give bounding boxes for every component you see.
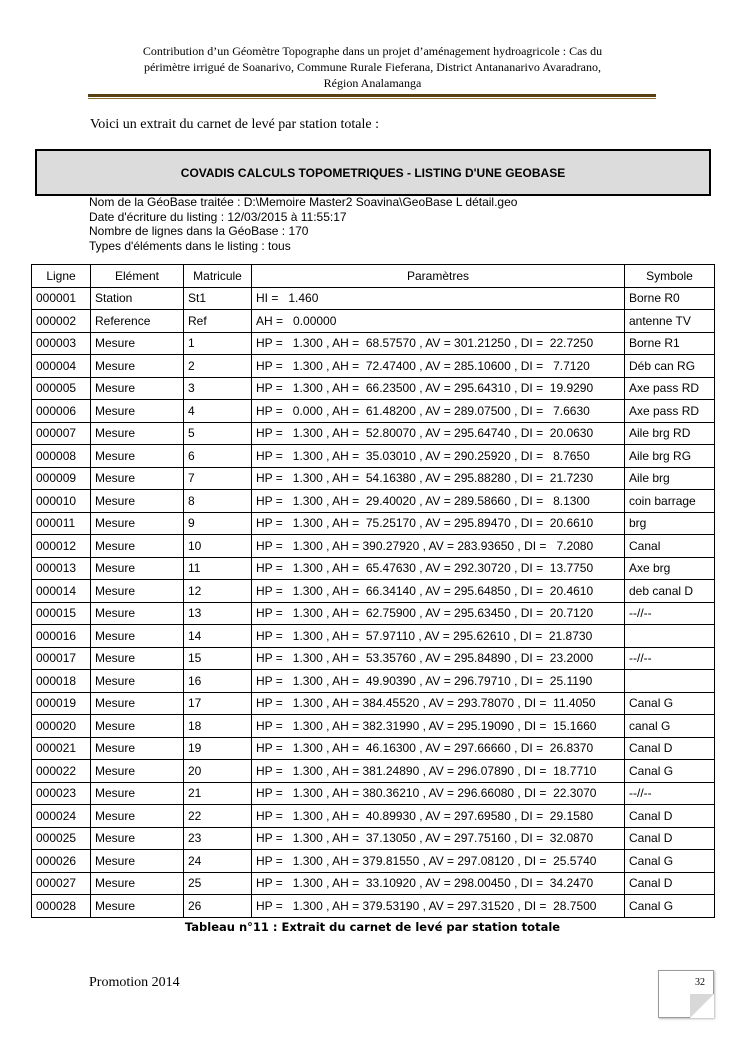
- cell-parametres: HP = 1.300 , AH = 57.97110 , AV = 295.62610 , DI = 21.8730: [252, 625, 625, 648]
- cell-parametres: HP = 1.300 , AH = 53.35760 , AV = 295.84890 , DI = 23.2000: [252, 647, 625, 670]
- cell-element: Mesure: [91, 670, 184, 693]
- cell-element: Mesure: [91, 827, 184, 850]
- table-row: [32, 355, 715, 378]
- cell-parametres: HP = 1.300 , AH = 66.23500 , AV = 295.64310 , DI = 19.9290: [252, 377, 625, 400]
- cell-matricule: 21: [184, 782, 252, 805]
- cell-symbole: Canal D: [625, 827, 715, 850]
- cell-parametres: HP = 1.300 , AH = 381.24890 , AV = 296.07890 , DI = 18.7710: [252, 760, 625, 783]
- table-row: [32, 512, 715, 535]
- col-header-matricule: Matricule: [184, 265, 252, 288]
- col-header-symbole: Symbole: [625, 265, 715, 288]
- cell-symbole: canal G: [625, 715, 715, 738]
- listing-meta: [89, 195, 517, 253]
- meta-date: Date d'écriture du listing : 12/03/2015 à 11:55:17: [89, 209, 347, 224]
- cell-matricule: 14: [184, 625, 252, 648]
- cell-matricule: 3: [184, 377, 252, 400]
- cell-ligne: 000008: [32, 445, 91, 468]
- cell-element: Mesure: [91, 692, 184, 715]
- cell-parametres: HP = 1.300 , AH = 37.13050 , AV = 297.75160 , DI = 32.0870: [252, 827, 625, 850]
- table-row: [32, 580, 715, 603]
- cell-symbole: Déb can RG: [625, 355, 715, 378]
- cell-matricule: 9: [184, 512, 252, 535]
- cell-parametres: HP = 1.300 , AH = 62.75900 , AV = 295.63450 , DI = 20.7120: [252, 602, 625, 625]
- cell-symbole: Aile brg RD: [625, 422, 715, 445]
- table-header-row: [32, 265, 715, 288]
- cell-matricule: 18: [184, 715, 252, 738]
- page-header: [80, 43, 665, 91]
- meta-lines: Nombre de lignes dans la GéoBase : 170: [89, 224, 309, 238]
- cell-matricule: 19: [184, 737, 252, 760]
- cell-matricule: 2: [184, 355, 252, 378]
- cell-element: Mesure: [91, 872, 184, 895]
- cell-ligne: 000007: [32, 422, 91, 445]
- cell-ligne: 000011: [32, 512, 91, 535]
- cell-element: Mesure: [91, 400, 184, 423]
- cell-element: Mesure: [91, 580, 184, 603]
- cell-symbole: [625, 670, 715, 693]
- header-line-1: Contribution d’un Géomètre Topographe dans un projet d’aménagement hydroagricole : Cas du: [142, 44, 603, 58]
- cell-symbole: Canal G: [625, 760, 715, 783]
- table-row: [32, 782, 715, 805]
- table-row: [32, 737, 715, 760]
- footer-promotion: Promotion 2014: [89, 975, 180, 990]
- meta-types: Types d'éléments dans le listing : tous: [89, 238, 291, 253]
- cell-parametres: HP = 1.300 , AH = 68.57570 , AV = 301.21250 , DI = 22.7250: [252, 332, 625, 355]
- cell-ligne: 000012: [32, 535, 91, 558]
- listing-banner: COVADIS CALCULS TOPOMETRIQUES - LISTING D'UNE GEOBASE: [35, 149, 711, 196]
- cell-ligne: 000014: [32, 580, 91, 603]
- cell-ligne: 000010: [32, 490, 91, 513]
- cell-element: Mesure: [91, 805, 184, 828]
- cell-parametres: HP = 1.300 , AH = 390.27920 , AV = 283.93650 , DI = 7.2080: [252, 535, 625, 558]
- cell-element: Mesure: [91, 557, 184, 580]
- cell-element: Mesure: [91, 512, 184, 535]
- cell-parametres: HP = 1.300 , AH = 75.25170 , AV = 295.89470 , DI = 20.6610: [252, 512, 625, 535]
- cell-parametres: HP = 1.300 , AH = 33.10920 , AV = 298.00450 , DI = 34.2470: [252, 872, 625, 895]
- cell-symbole: Borne R1: [625, 332, 715, 355]
- cell-ligne: 000018: [32, 670, 91, 693]
- table-row: [32, 557, 715, 580]
- cell-element: Station: [91, 287, 184, 310]
- cell-element: Mesure: [91, 895, 184, 918]
- cell-matricule: Ref: [184, 310, 252, 333]
- cell-ligne: 000024: [32, 805, 91, 828]
- cell-parametres: HP = 1.300 , AH = 29.40020 , AV = 289.58660 , DI = 8.1300: [252, 490, 625, 513]
- cell-parametres: HP = 1.300 , AH = 380.36210 , AV = 296.66080 , DI = 22.3070: [252, 782, 625, 805]
- cell-parametres: HP = 1.300 , AH = 54.16380 , AV = 295.88280 , DI = 21.7230: [252, 467, 625, 490]
- table-row: [32, 310, 715, 333]
- cell-matricule: 4: [184, 400, 252, 423]
- meta-geobase: Nom de la GéoBase traitée : D:\Memoire Master2 Soavina\GeoBase L détail.geo: [89, 195, 518, 209]
- cell-parametres: HP = 1.300 , AH = 72.47400 , AV = 285.10600 , DI = 7.7120: [252, 355, 625, 378]
- cell-symbole: Canal D: [625, 737, 715, 760]
- table-row: [32, 400, 715, 423]
- table-row: [32, 490, 715, 513]
- cell-ligne: 000023: [32, 782, 91, 805]
- cell-symbole: coin barrage: [625, 490, 715, 513]
- geobase-table: [31, 264, 715, 918]
- table-row: [32, 625, 715, 648]
- cell-element: Mesure: [91, 535, 184, 558]
- cell-symbole: Axe pass RD: [625, 400, 715, 423]
- cell-matricule: 25: [184, 872, 252, 895]
- page-curl-icon: [690, 994, 714, 1018]
- cell-symbole: Canal G: [625, 895, 715, 918]
- table-row: [32, 287, 715, 310]
- cell-matricule: 23: [184, 827, 252, 850]
- cell-matricule: 26: [184, 895, 252, 918]
- cell-ligne: 000009: [32, 467, 91, 490]
- col-header-ligne: Ligne: [32, 265, 91, 288]
- cell-parametres: HP = 1.300 , AH = 52.80070 , AV = 295.64740 , DI = 20.0630: [252, 422, 625, 445]
- table-row: [32, 827, 715, 850]
- table-row: [32, 445, 715, 468]
- table-row: [32, 805, 715, 828]
- cell-symbole: Canal G: [625, 850, 715, 873]
- cell-ligne: 000015: [32, 602, 91, 625]
- cell-ligne: 000003: [32, 332, 91, 355]
- cell-symbole: --//--: [625, 602, 715, 625]
- cell-element: Mesure: [91, 467, 184, 490]
- cell-element: Mesure: [91, 602, 184, 625]
- cell-symbole: Canal D: [625, 872, 715, 895]
- table-row: [32, 647, 715, 670]
- cell-parametres: HP = 1.300 , AH = 379.81550 , AV = 297.08120 , DI = 25.5740: [252, 850, 625, 873]
- table-caption: Tableau n°11 : Extrait du carnet de levé par station totale: [184, 920, 561, 934]
- cell-element: Mesure: [91, 490, 184, 513]
- cell-ligne: 000027: [32, 872, 91, 895]
- cell-matricule: 20: [184, 760, 252, 783]
- cell-ligne: 000002: [32, 310, 91, 333]
- cell-symbole: Axe pass RD: [625, 377, 715, 400]
- cell-ligne: 000021: [32, 737, 91, 760]
- table-row: [32, 692, 715, 715]
- cell-parametres: HP = 1.300 , AH = 66.34140 , AV = 295.64850 , DI = 20.4610: [252, 580, 625, 603]
- cell-matricule: 15: [184, 647, 252, 670]
- cell-parametres: HP = 0.000 , AH = 61.48200 , AV = 289.07500 , DI = 7.6630: [252, 400, 625, 423]
- table-row: [32, 872, 715, 895]
- cell-parametres: HP = 1.300 , AH = 46.16300 , AV = 297.66660 , DI = 26.8370: [252, 737, 625, 760]
- cell-parametres: AH = 0.00000: [252, 310, 625, 333]
- table-row: [32, 760, 715, 783]
- cell-symbole: brg: [625, 512, 715, 535]
- cell-symbole: Aile brg RG: [625, 445, 715, 468]
- cell-parametres: HI = 1.460: [252, 287, 625, 310]
- cell-symbole: --//--: [625, 647, 715, 670]
- cell-matricule: St1: [184, 287, 252, 310]
- cell-ligne: 000019: [32, 692, 91, 715]
- cell-symbole: --//--: [625, 782, 715, 805]
- header-rule: [88, 94, 656, 97]
- cell-matricule: 11: [184, 557, 252, 580]
- cell-matricule: 5: [184, 422, 252, 445]
- table-row: [32, 670, 715, 693]
- cell-matricule: 16: [184, 670, 252, 693]
- cell-element: Mesure: [91, 715, 184, 738]
- cell-matricule: 12: [184, 580, 252, 603]
- cell-matricule: 17: [184, 692, 252, 715]
- cell-ligne: 000004: [32, 355, 91, 378]
- cell-matricule: 1: [184, 332, 252, 355]
- cell-element: Mesure: [91, 850, 184, 873]
- col-header-element: Elément: [91, 265, 184, 288]
- cell-symbole: antenne TV: [625, 310, 715, 333]
- header-line-2: périmètre irrigué de Soanarivo, Commune Rurale Fieferana, District Antananarivo Avaradrano,: [144, 60, 601, 74]
- intro-text: Voici un extrait du carnet de levé par station totale :: [90, 117, 379, 132]
- cell-matricule: 22: [184, 805, 252, 828]
- table-row: [32, 467, 715, 490]
- cell-parametres: HP = 1.300 , AH = 384.45520 , AV = 293.78070 , DI = 11.4050: [252, 692, 625, 715]
- cell-parametres: HP = 1.300 , AH = 382.31990 , AV = 295.19090 , DI = 15.1660: [252, 715, 625, 738]
- cell-parametres: HP = 1.300 , AH = 65.47630 , AV = 292.30720 , DI = 13.7750: [252, 557, 625, 580]
- table-row: [32, 422, 715, 445]
- table-row: [32, 535, 715, 558]
- cell-symbole: Borne R0: [625, 287, 715, 310]
- cell-element: Mesure: [91, 647, 184, 670]
- cell-element: Mesure: [91, 760, 184, 783]
- cell-parametres: HP = 1.300 , AH = 49.90390 , AV = 296.79710 , DI = 25.1190: [252, 670, 625, 693]
- table-row: [32, 602, 715, 625]
- page-number: 32: [695, 977, 705, 988]
- col-header-parametres: Paramètres: [252, 265, 625, 288]
- cell-matricule: 8: [184, 490, 252, 513]
- cell-symbole: deb canal D: [625, 580, 715, 603]
- cell-matricule: 10: [184, 535, 252, 558]
- cell-symbole: [625, 625, 715, 648]
- cell-element: Mesure: [91, 782, 184, 805]
- cell-ligne: 000026: [32, 850, 91, 873]
- header-line-3: Région Analamanga: [323, 76, 422, 90]
- table-row: [32, 377, 715, 400]
- cell-ligne: 000028: [32, 895, 91, 918]
- cell-parametres: HP = 1.300 , AH = 35.03010 , AV = 290.25920 , DI = 8.7650: [252, 445, 625, 468]
- header-rule-thin: [88, 98, 656, 99]
- cell-element: Mesure: [91, 625, 184, 648]
- cell-ligne: 000020: [32, 715, 91, 738]
- cell-ligne: 000005: [32, 377, 91, 400]
- cell-parametres: HP = 1.300 , AH = 40.89930 , AV = 297.69580 , DI = 29.1580: [252, 805, 625, 828]
- table-row: [32, 850, 715, 873]
- cell-ligne: 000025: [32, 827, 91, 850]
- cell-ligne: 000013: [32, 557, 91, 580]
- cell-element: Reference: [91, 310, 184, 333]
- cell-element: Mesure: [91, 445, 184, 468]
- page-number-box: [658, 970, 714, 1018]
- cell-ligne: 000017: [32, 647, 91, 670]
- cell-ligne: 000022: [32, 760, 91, 783]
- cell-symbole: Canal D: [625, 805, 715, 828]
- cell-parametres: HP = 1.300 , AH = 379.53190 , AV = 297.31520 , DI = 28.7500: [252, 895, 625, 918]
- cell-ligne: 000016: [32, 625, 91, 648]
- cell-symbole: Aile brg: [625, 467, 715, 490]
- table-row: [32, 895, 715, 918]
- table-row: [32, 715, 715, 738]
- cell-ligne: 000006: [32, 400, 91, 423]
- cell-element: Mesure: [91, 377, 184, 400]
- cell-ligne: 000001: [32, 287, 91, 310]
- cell-element: Mesure: [91, 332, 184, 355]
- cell-matricule: 6: [184, 445, 252, 468]
- table-row: [32, 332, 715, 355]
- cell-symbole: Canal: [625, 535, 715, 558]
- cell-element: Mesure: [91, 355, 184, 378]
- cell-matricule: 7: [184, 467, 252, 490]
- cell-symbole: Canal G: [625, 692, 715, 715]
- cell-element: Mesure: [91, 737, 184, 760]
- cell-matricule: 24: [184, 850, 252, 873]
- cell-symbole: Axe brg: [625, 557, 715, 580]
- cell-element: Mesure: [91, 422, 184, 445]
- cell-matricule: 13: [184, 602, 252, 625]
